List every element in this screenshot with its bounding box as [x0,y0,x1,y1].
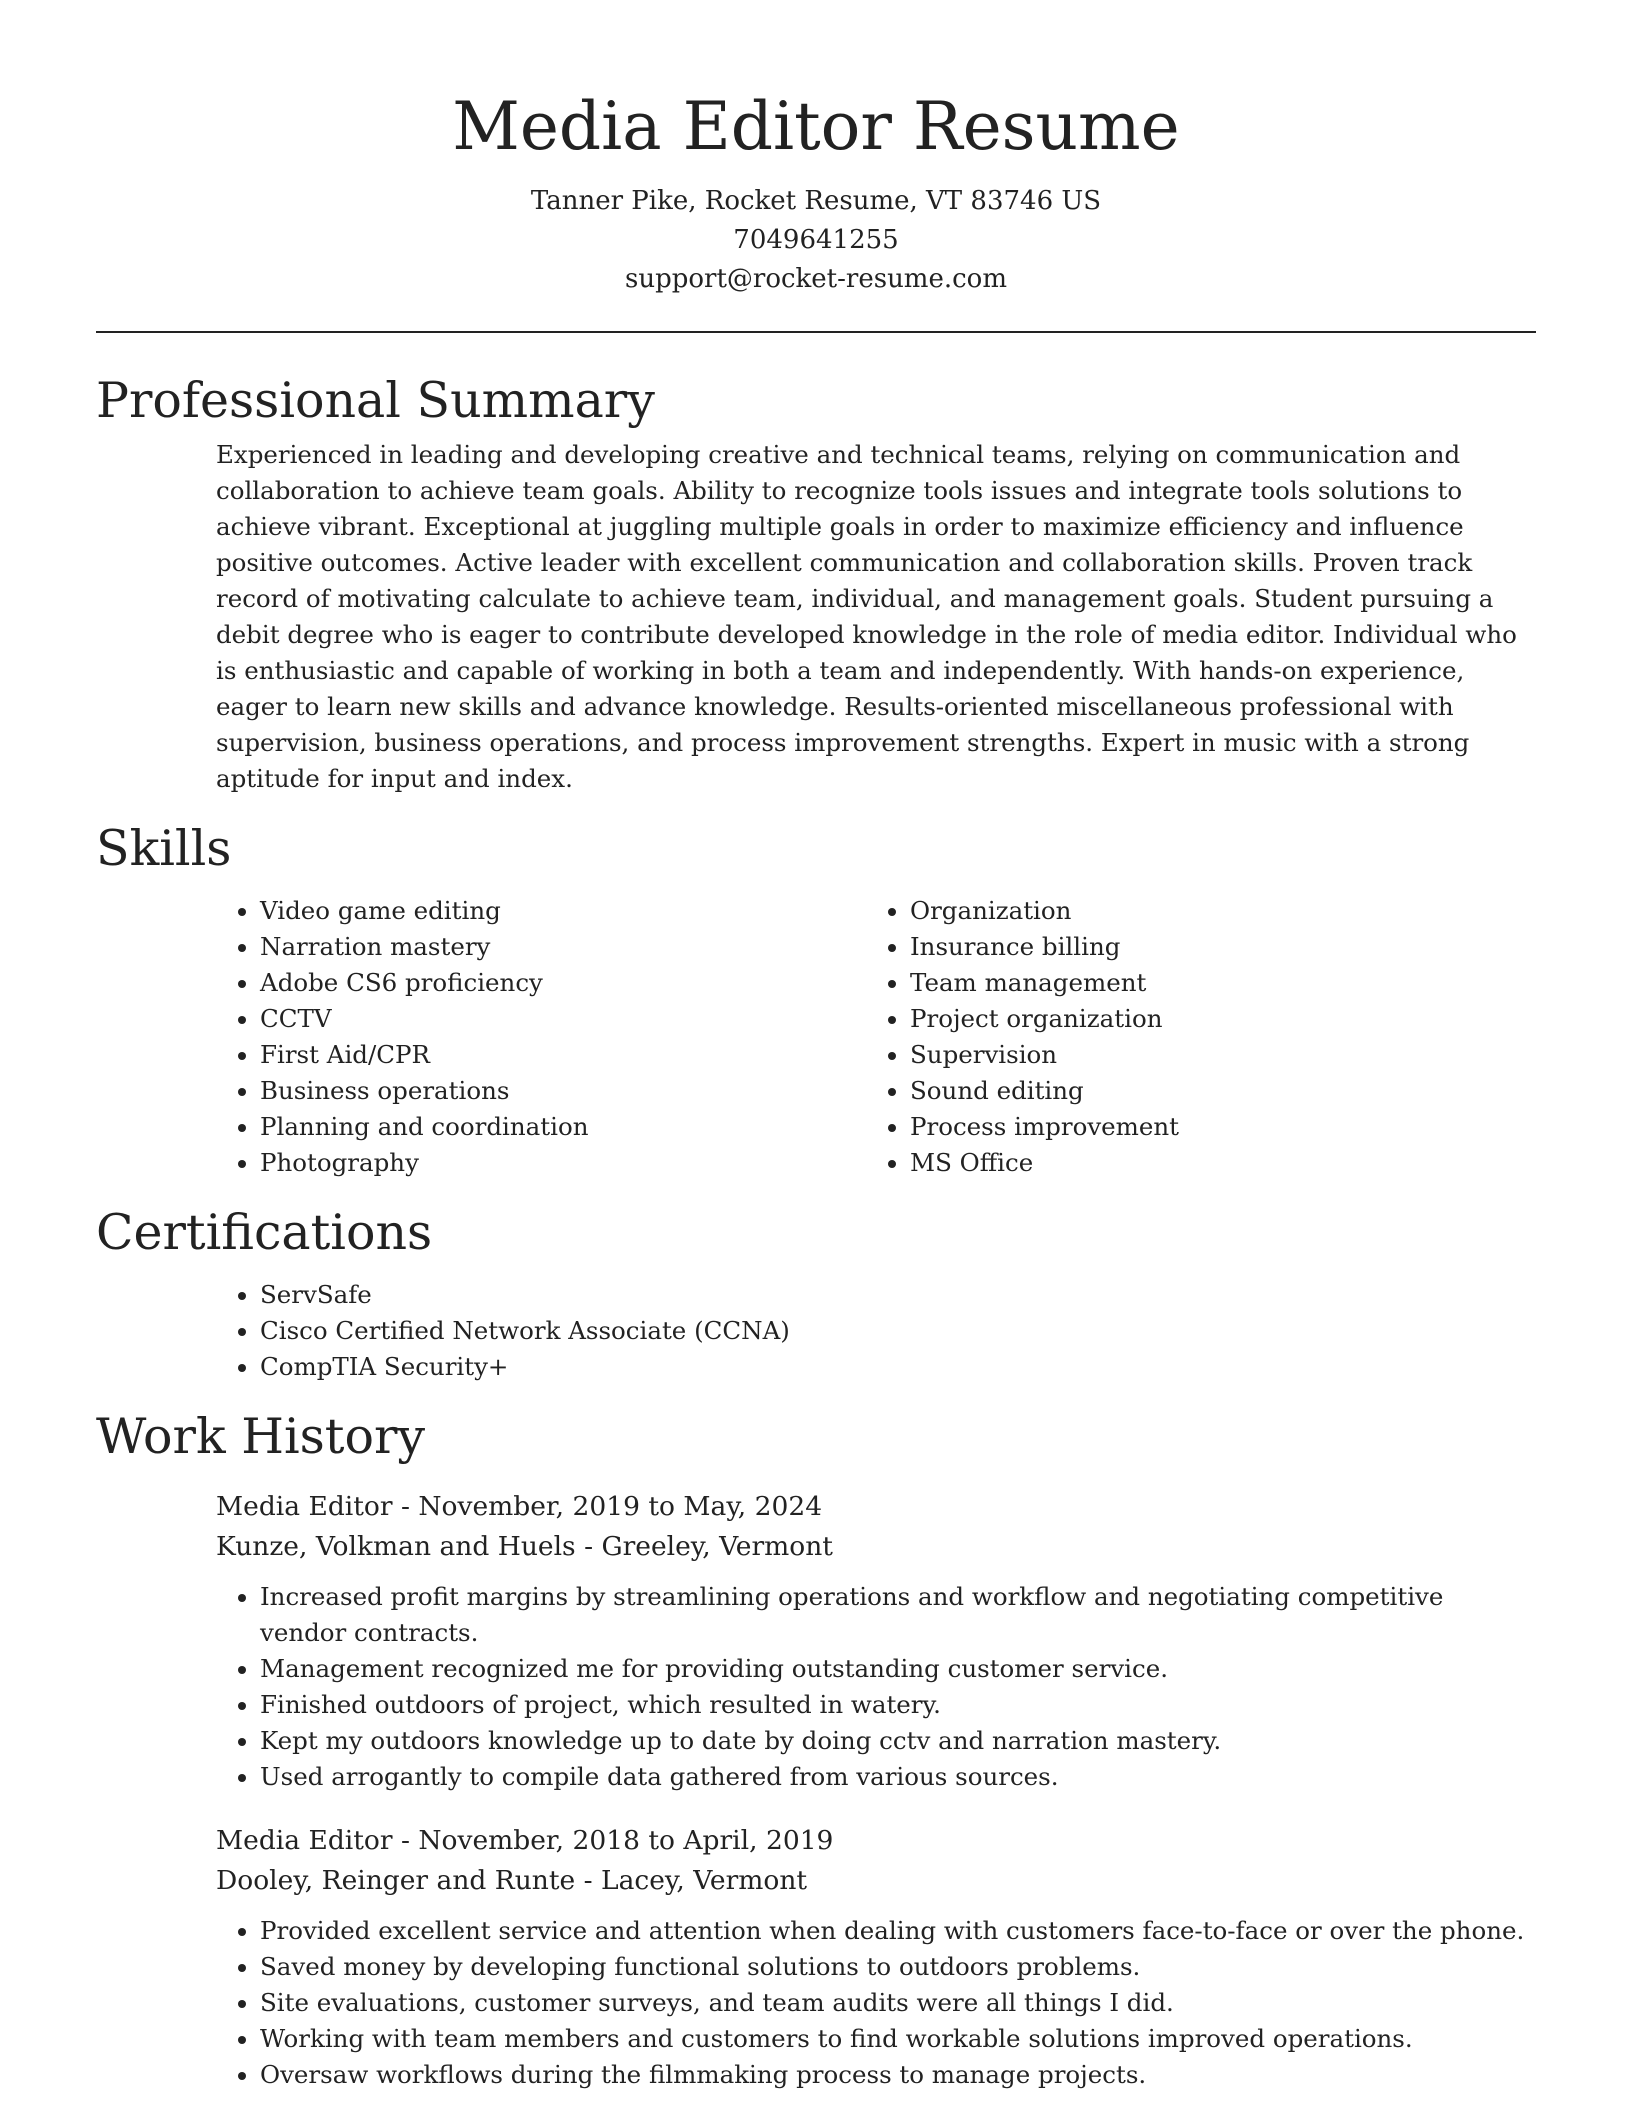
job-title-line [216,1487,1536,1527]
certification-item: • Cisco Certified Network Associate (CCNA) [260,1313,1536,1349]
contact-email: support@rocket-resume.com [624,264,1007,294]
skill-item: • Video game editing [260,893,866,929]
skill-item: • Photography [260,1145,866,1181]
skill-item: • Narration mastery [260,929,866,965]
job-bullet: • Used arrogantly to compile data gathered from various sources. [260,1759,1536,1795]
job-company-line [216,1861,1536,1901]
job-bullet: • Increased profit margins by streamlining operations and workflow and negotiating competitive vendor contracts. [260,1579,1536,1651]
summary-text: Experienced in leading and developing creative and technical teams, relying on communication and collaboration to achieve team goals. Ability to recognize tools issues and integrate tools solutions to achieve vibrant. Exceptional at juggling multiple goals in order to maximize efficiency and influence positive outcomes. Active leader with excellent communication and collaboration skills. Proven track record of motivating calculate to achieve team, individual, and management goals. Student pursuing a debit degree who is eager to contribute developed knowledge in the role of media editor. Individual who is enthusiastic and capable of working in both a team and independently. With hands-on experience, eager to learn new skills and advance knowledge. Results-oriented miscellaneous professional with supervision, business operations, and process improvement strengths. Expert in music with a strong aptitude for input and index. [216,440,1517,793]
job-title: Media Editor [216,1825,393,1856]
skill-item: • Team management [910,965,1516,1001]
job-bullet: • Finished outdoors of project, which resulted in watery. [260,1687,1536,1723]
job-dates: - November, 2018 to April, 2019 [392,1825,834,1856]
summary-heading: Professional Summary [96,372,655,429]
job-entry [216,1821,1536,2093]
skill-item: • Project organization [910,1001,1516,1037]
certification-item: • ServSafe [260,1277,1536,1313]
job-title: Media Editor [216,1491,393,1522]
skill-item: • Supervision [910,1037,1516,1073]
contact-address: Tanner Pike, Rocket Resume, VT 83746 US [530,186,1102,216]
job-dates: - November, 2019 to May, 2024 [392,1491,823,1522]
skills-column-left [216,893,866,1181]
work-history-heading: Work History [96,1408,426,1465]
skill-item: • Planning and coordination [260,1109,866,1145]
contact-block [96,182,1536,299]
job-location: - Greeley, Vermont [575,1531,833,1562]
contact-phone: 7049641255 [733,225,899,255]
job-bullet: • Kept my outdoors knowledge up to date by doing cctv and narration mastery. [260,1723,1536,1759]
skills-section [96,817,1536,1181]
job-bullet: • Provided excellent service and attention when dealing with customers face-to-face or over the phone. [260,1913,1536,1949]
job-location: - Lacey, Vermont [575,1865,808,1896]
skill-item: • CCTV [260,1001,866,1037]
certifications-section [96,1201,1536,1385]
work-history-section [96,1405,1536,2093]
skill-item: • Insurance billing [910,929,1516,965]
job-bullet: • Saved money by developing functional solutions to outdoors problems. [260,1949,1536,1985]
skill-item: • Organization [910,893,1516,929]
skills-heading: Skills [96,820,232,877]
job-company: Kunze, Volkman and Huels [216,1531,576,1562]
job-title-line [216,1821,1536,1861]
job-bullet: • Working with team members and customers to find workable solutions improved operations. [260,2021,1536,2057]
skills-column-right [866,893,1516,1181]
summary-section [96,369,1536,797]
skill-item: • MS Office [910,1145,1516,1181]
resume-page [96,0,1536,2093]
job-bullet: • Site evaluations, customer surveys, and team audits were all things I did. [260,1985,1536,2021]
job-company: Dooley, Reinger and Runte [216,1865,576,1896]
skill-item: • Process improvement [910,1109,1516,1145]
skills-grid [216,893,1536,1181]
skill-item: • Adobe CS6 proficiency [260,965,866,1001]
skill-item: • Sound editing [910,1073,1516,1109]
job-company-line [216,1527,1536,1567]
certifications-heading: Certifications [96,1204,433,1261]
header-divider [96,331,1536,333]
skill-item: • Business operations [260,1073,866,1109]
job-bullet: • Management recognized me for providing outstanding customer service. [260,1651,1536,1687]
skill-item: • First Aid/CPR [260,1037,866,1073]
resume-title: Media Editor Resume [452,88,1180,165]
job-entry [216,1487,1536,1795]
certification-item: • CompTIA Security+ [260,1349,1536,1385]
job-bullet: • Oversaw workflows during the filmmaking process to manage projects. [260,2057,1536,2093]
